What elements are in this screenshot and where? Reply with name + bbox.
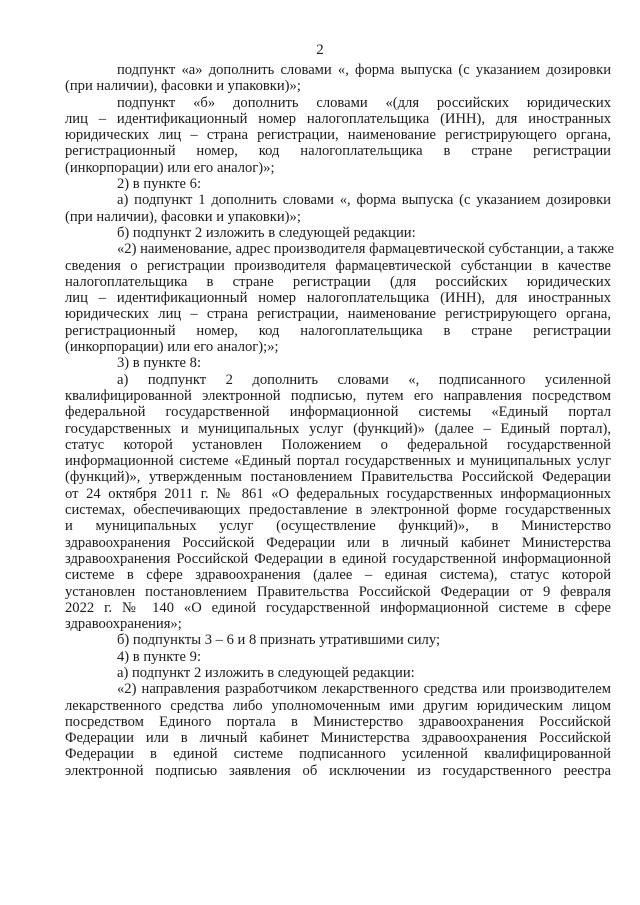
page-number: 2 [316,42,324,58]
text-line: «2) направления разработчиком лекарственного средства или производителем [117,681,611,698]
text-line: квалифицированной электронной подписью, путем его направления посредством [65,387,611,404]
text-line: подпункт «а» дополнить словами «, форма выпуска (с указанием дозировки [117,62,611,78]
text-line: 2) в пункте 6: [117,176,202,193]
text-line: здравоохранения Российской Федерации или в личный кабинет Министерства [65,534,611,551]
text-line: регистрационный номер, код налогоплательщика в стране регистрации [65,143,611,160]
text-line: лиц – идентификационный номер налогоплательщика (ИНН), для иностранных [65,290,611,307]
text-line: налогоплательщика в стране регистрации (для российских юридических [65,273,611,290]
text-line: здравоохранения Российской Федерации в единой государственной информационной [65,550,611,567]
text-line: подпункт «б» дополнить словами «(для российских юридических [117,94,611,111]
text-line: (при наличии), фасовки и упаковки)»; [65,78,301,95]
text-line: электронной подписью заявления об исключении из государственного реестра [65,762,611,779]
text-line: установлен постановлением Правительства Российской Федерации от 9 февраля [65,583,611,600]
document-body [65,62,614,779]
text-line: а) подпункт 2 изложить в следующей редакции: [117,664,415,681]
text-line: 2022 г. № 140 «О единой государственной информационной системе в сфере [65,599,611,616]
text-line: информационной системе «Единый портал государственных и муниципальных услуг [65,453,611,470]
text-line: федеральной государственной информационной системы «Единый портал [65,404,611,421]
text-line: (инкорпорации) или его аналог)»; [65,159,275,176]
text-line: сведения о регистрации производителя фармацевтической субстанции в качестве [65,257,611,274]
text-line: (функций)», утвержденным постановлением Правительства Российской Федерации [65,469,611,486]
text-line: Федерации или в личный кабинет Министерства здравоохранения Российской [65,730,611,747]
text-line: а) подпункт 2 дополнить словами «, подписанного усиленной [117,371,611,388]
text-line: а) подпункт 1 дополнить словами «, форма выпуска (с указанием дозировки [117,192,611,209]
text-line: Федерации в единой системе подписанного усиленной квалифицированной [65,746,611,763]
text-line: 4) в пункте 9: [117,648,202,665]
text-line: «2) наименование, адрес производителя фармацевтической субстанции, а также [117,241,614,258]
text-line: здравоохранения»; [65,616,182,633]
text-line: (инкорпорации) или его аналог);»; [65,339,279,356]
text-line: и муниципальных услуг (осуществление функций)», в Министерство [65,518,611,535]
text-line: юридических лиц – страна регистрации, наименование регистрирующего органа, [65,306,611,323]
text-line: б) подпункты 3 – 6 и 8 признать утратившими силу; [117,632,441,649]
text-line: статус которой установлен Положением о федеральной государственной [65,436,611,453]
text-line: юридических лиц – страна регистрации, наименование регистрирующего органа, [65,127,611,144]
text-line: 3) в пункте 8: [117,355,202,372]
text-line: лиц – идентификационный номер налогоплательщика (ИНН), для иностранных [65,110,611,127]
text-line: (при наличии), фасовки и упаковки)»; [65,208,301,225]
text-line: лекарственного средства либо уполномоченным ими другим юридическим лицом [65,697,611,714]
text-line: системе в сфере здравоохранения (далее – единая система), статус которой [65,567,611,584]
text-line: посредством Единого портала в Министерство здравоохранения Российской [65,713,611,730]
text-line: системах, обеспечивающих предоставление в электронной форме государственных [65,502,611,519]
text-line: от 24 октября 2011 г. № 861 «О федеральных государственных информационных [65,485,611,502]
text-line: б) подпункт 2 изложить в следующей редакции: [117,224,416,241]
text-line: государственных и муниципальных услуг (функций)» (далее – Единый портал), [65,420,611,437]
text-line: регистрационный номер, код налогоплательщика в стране регистрации [65,322,611,339]
